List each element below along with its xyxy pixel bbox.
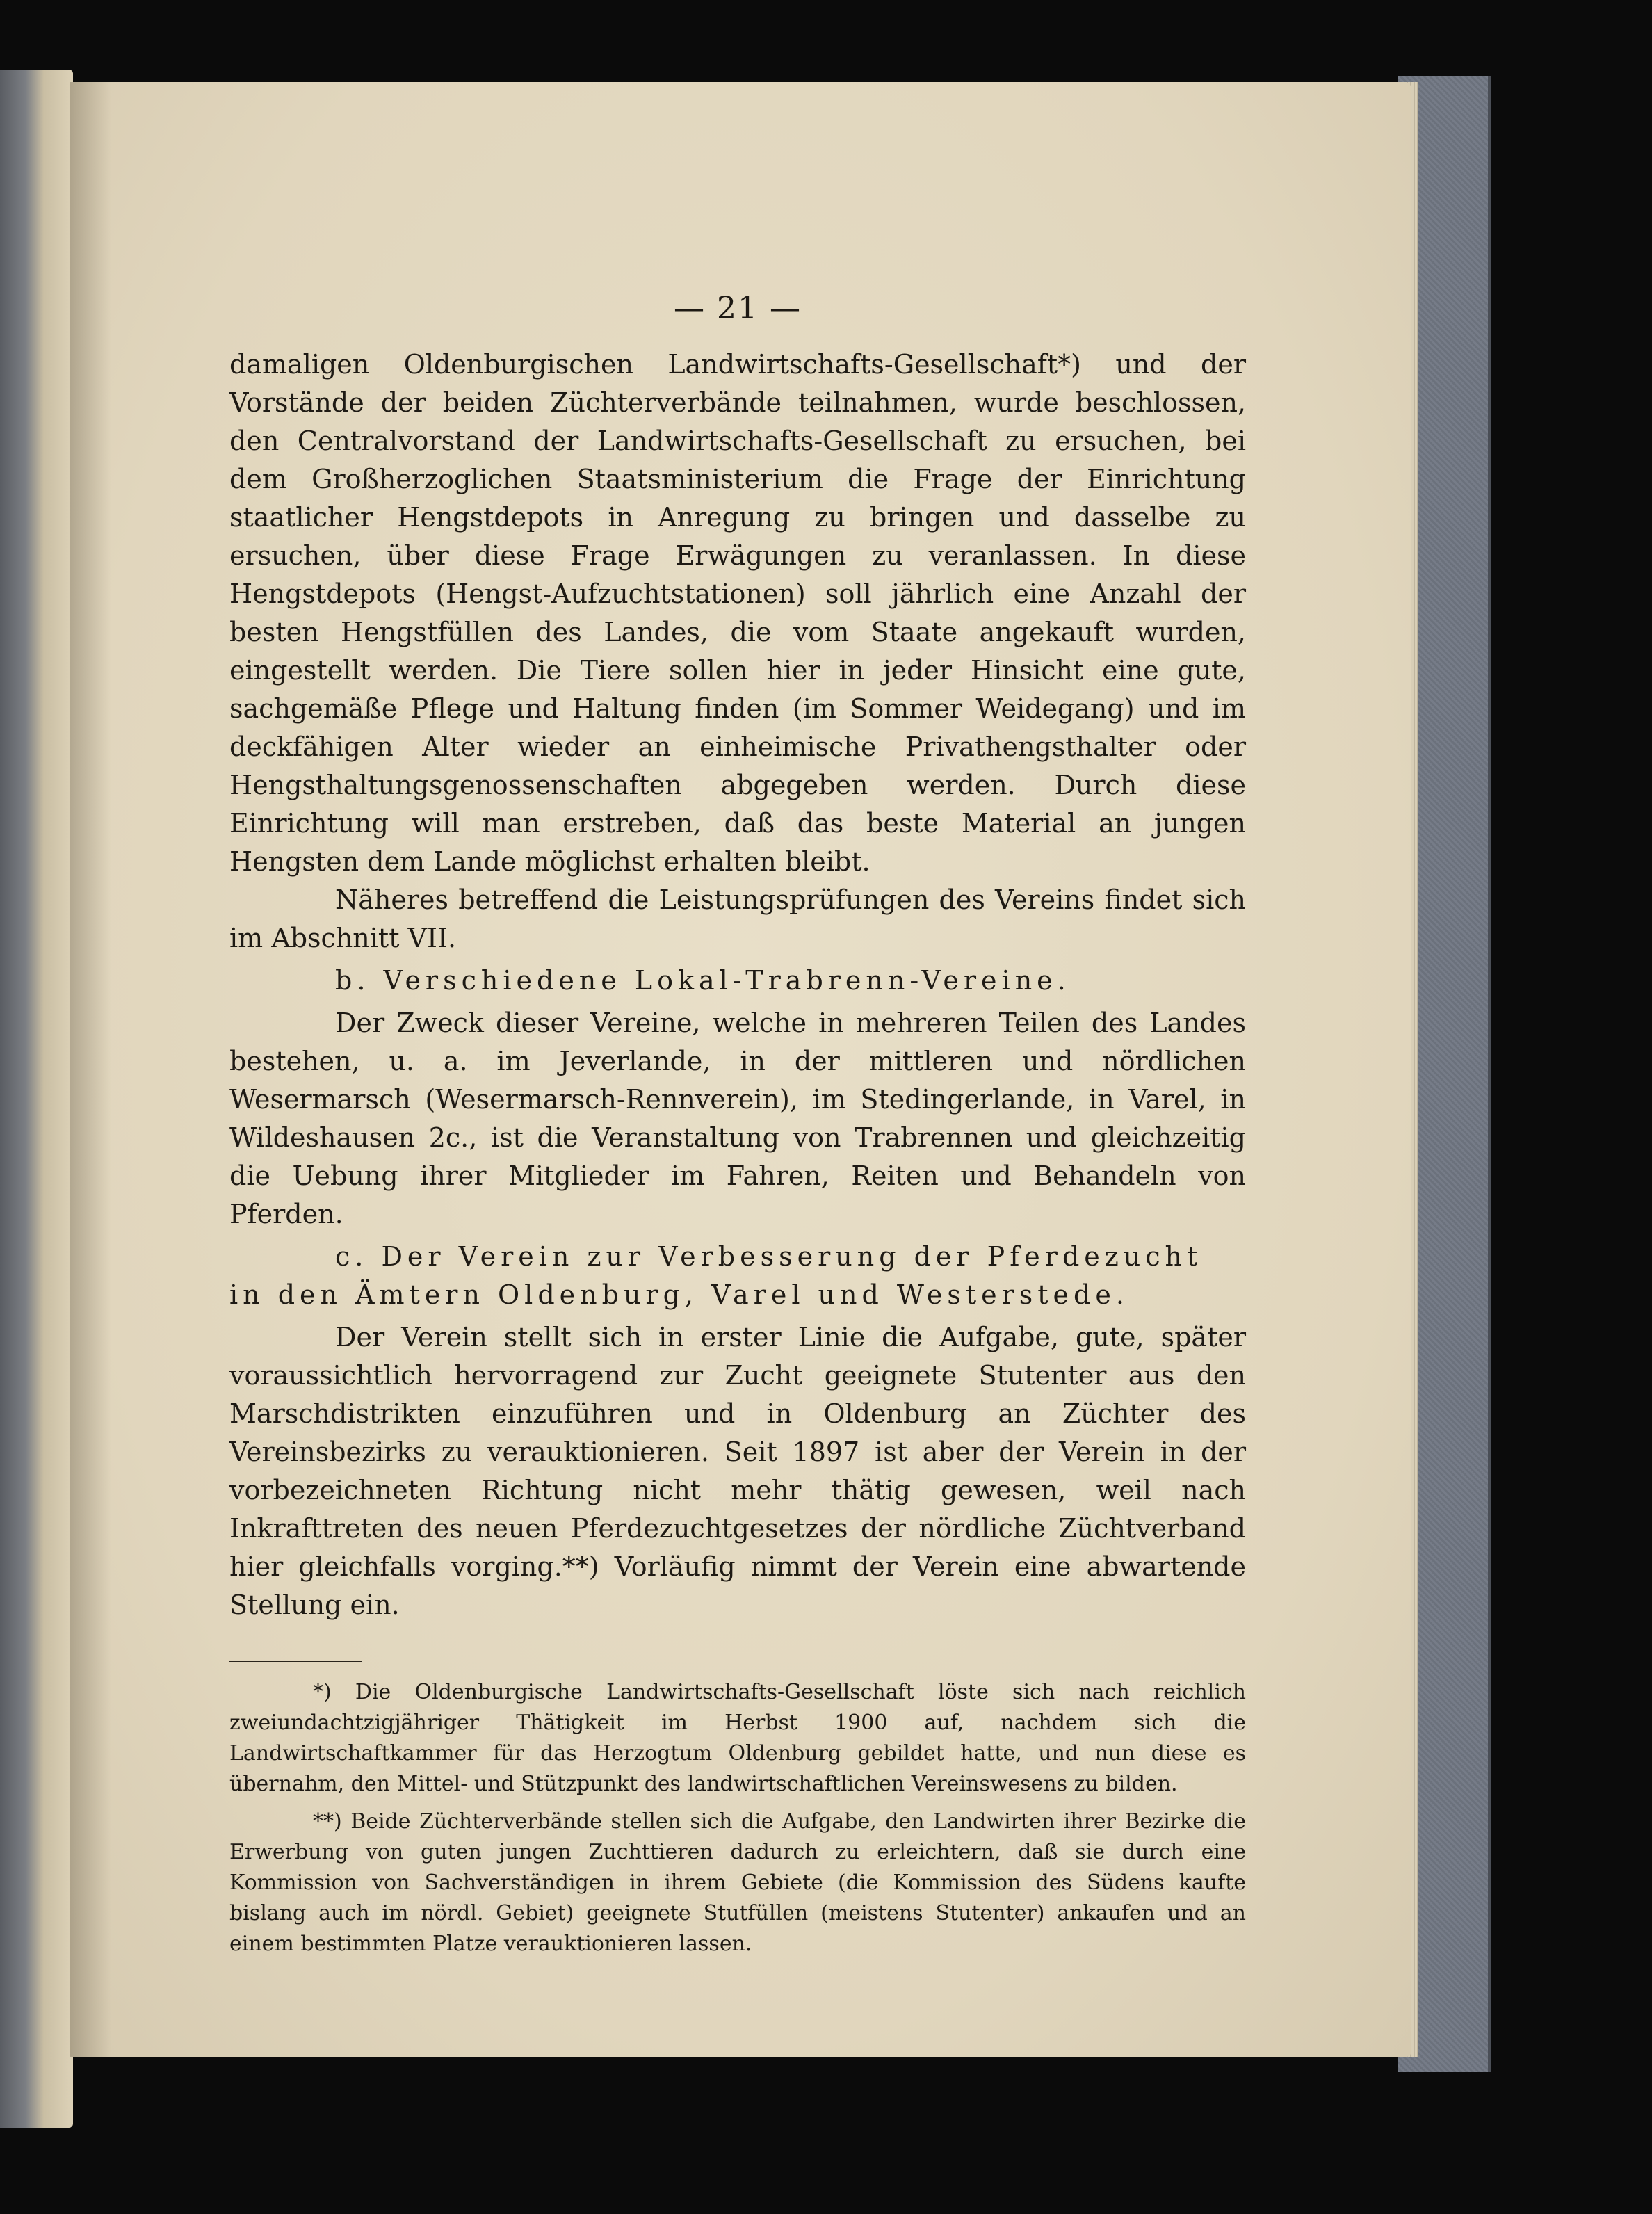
page-gutter-shadow bbox=[70, 82, 111, 2057]
section-heading-c: c. Der Verein zur Verbesserung der Pferdezucht in den Ämtern Oldenburg, Varel und Westerstede. bbox=[229, 1241, 1203, 1310]
footnote-2: **) Beide Züchterverbände stellen sich die Aufgabe, den Landwirten ihrer Bezirke die Erwerbung von guten jungen Zuchttieren dadurch zu erleichtern, daß sie durch eine Kommission von Sachverständigen in ihrem Gebiete (die Kommission des Südens kaufte bislang auch im nördl. Gebiet) geeignete Stutfüllen (meistens Stutenter) ankaufen und an einem bestimmten Platze verauktionieren lassen. bbox=[229, 1809, 1246, 1956]
previous-page-edge bbox=[0, 70, 73, 2128]
body-paragraph-3: Der Zweck dieser Vereine, welche in mehreren Teilen des Landes bestehen, u. a. im Jeverlande, in der mittleren und nördlichen Wesermarsch (Wesermarsch-Rennverein), im Stedingerlande, in Varel, in Wildeshausen 2c., ist die Veranstaltung von Trabrennen und gleichzeitig die Uebung ihrer Mitglieder im Fahren, Reiten und Behandeln von Pferden. bbox=[229, 1008, 1246, 1229]
text-block bbox=[229, 291, 1246, 1966]
page-number: — 21 — bbox=[674, 291, 802, 326]
book-page bbox=[70, 82, 1411, 2057]
section-heading-b: b. Verschiedene Lokal-Trabrenn-Vereine. bbox=[335, 965, 1071, 996]
footnote-rule bbox=[229, 1660, 362, 1662]
footnote-1: *) Die Oldenburgische Landwirtschafts-Gesellschaft löste sich nach reichlich zweiundachtzigjähriger Thätigkeit im Herbst 1900 auf, nachdem sich die Landwirtschaftkammer für das Herzogtum Oldenburg gebildet hatte, und nun diese es übernahm, den Mittel- und Stützpunkt des landwirtschaftlichen Vereinswesens zu bilden. bbox=[229, 1680, 1246, 1796]
body-paragraph-2: Näheres betreffend die Leistungsprüfungen des Vereins findet sich im Abschnitt VII. bbox=[229, 884, 1246, 953]
body-paragraph-4: Der Verein stellt sich in erster Linie die Aufgabe, gute, später voraussichtlich hervorragend zur Zucht geeignete Stutenter aus den Marschdistrikten einzuführen und in Oldenburg an Züchter des Vereinsbezirks zu verauktionieren. Seit 1897 ist aber der Verein in der vorbezeichneten Richtung nicht mehr thätig gewesen, weil nach Inkrafttreten des neuen Pferdezuchtgesetzes der nördliche Züchtverband hier gleichfalls vorging.**) Vorläufig nimmt der Verein eine abwartende Stellung ein. bbox=[229, 1322, 1246, 1620]
body-paragraph-1: damaligen Oldenburgischen Landwirtschafts-Gesellschaft*) und der Vorstände der beiden Züchterverbände teilnahmen, wurde beschlossen, den Centralvorstand der Landwirtschafts-Gesellschaft zu ersuchen, bei dem Großherzoglichen Staatsministerium die Frage der Einrichtung staatlicher Hengstdepots in Anregung zu bringen und dasselbe zu ersuchen, über diese Frage Erwägungen zu veranlassen. In diese Hengstdepots (Hengst-Aufzuchtstationen) soll jährlich eine Anzahl der besten Hengstfüllen des Landes, die vom Staate angekauft wurden, eingestellt werden. Die Tiere sollen hier in jeder Hinsicht eine gute, sachgemäße Pflege und Haltung finden (im Sommer Weidegang) und im deckfähigen Alter wieder an einheimische Privathengsthalter oder Hengsthaltungsgenossenschaften abgegeben werden. Durch diese Einrichtung will man erstreben, daß das beste Material an jungen Hengsten dem Lande möglichst erhalten bleibt. bbox=[229, 349, 1246, 877]
